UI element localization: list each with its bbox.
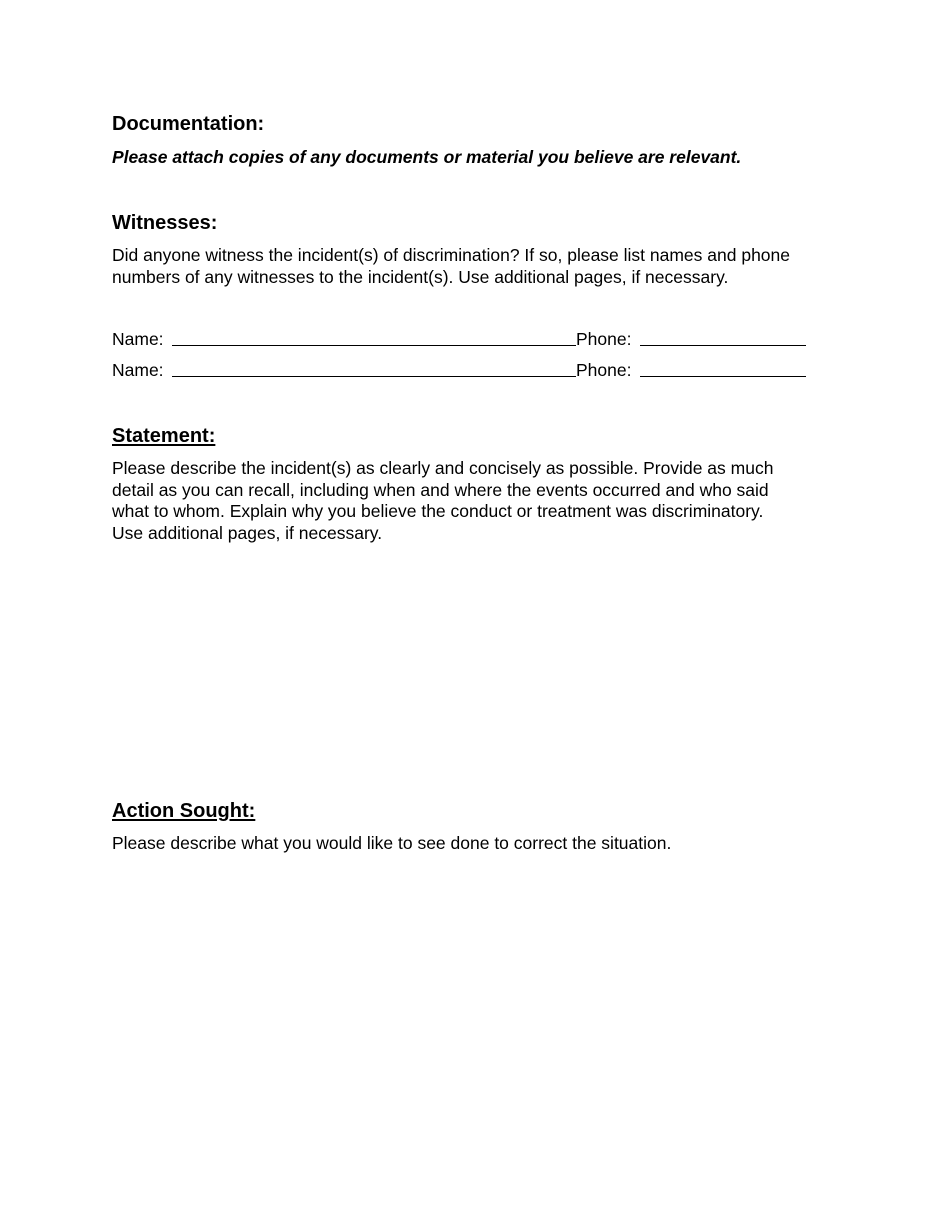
witness-phone-field-2[interactable] xyxy=(640,359,806,382)
witness-row-1 xyxy=(112,328,812,350)
witness-name-field-1[interactable] xyxy=(172,328,576,351)
statement-instructions-line: detail as you can recall, including when and where the events occurred and who said xyxy=(112,479,769,500)
witness-row-2 xyxy=(112,359,812,381)
witness-phone-label: Phone: xyxy=(576,329,632,349)
witnesses-instructions xyxy=(112,245,842,288)
documentation-note: Please attach copies of any documents or material you believe are relevant. xyxy=(112,147,742,167)
statement-instructions-line: Please describe the incident(s) as clearly and concisely as possible. Provide as much xyxy=(112,458,774,478)
documentation-heading: Documentation: xyxy=(112,113,265,135)
witnesses-instructions-line: numbers of any witnesses to the incident(s). Use additional pages, if necessary. xyxy=(112,266,729,287)
statement-instructions xyxy=(112,458,842,544)
witness-phone-field-1[interactable] xyxy=(640,328,806,351)
action-sought-instructions: Please describe what you would like to see done to correct the situation. xyxy=(112,833,672,853)
statement-heading: Statement: xyxy=(112,425,216,447)
witness-name-field-2[interactable] xyxy=(172,359,576,382)
witness-name-label: Name: xyxy=(112,360,164,380)
action-sought-heading: Action Sought: xyxy=(112,800,256,822)
statement-instructions-line: Use additional pages, if necessary. xyxy=(112,522,383,543)
witnesses-instructions-line: Did anyone witness the incident(s) of discrimination? If so, please list names and phone xyxy=(112,245,791,265)
statement-instructions-line: what to whom. Explain why you believe the conduct or treatment was discriminatory. xyxy=(112,501,764,521)
witness-name-label: Name: xyxy=(112,329,164,349)
witnesses-heading: Witnesses: xyxy=(112,212,218,234)
witness-phone-label: Phone: xyxy=(576,360,632,380)
